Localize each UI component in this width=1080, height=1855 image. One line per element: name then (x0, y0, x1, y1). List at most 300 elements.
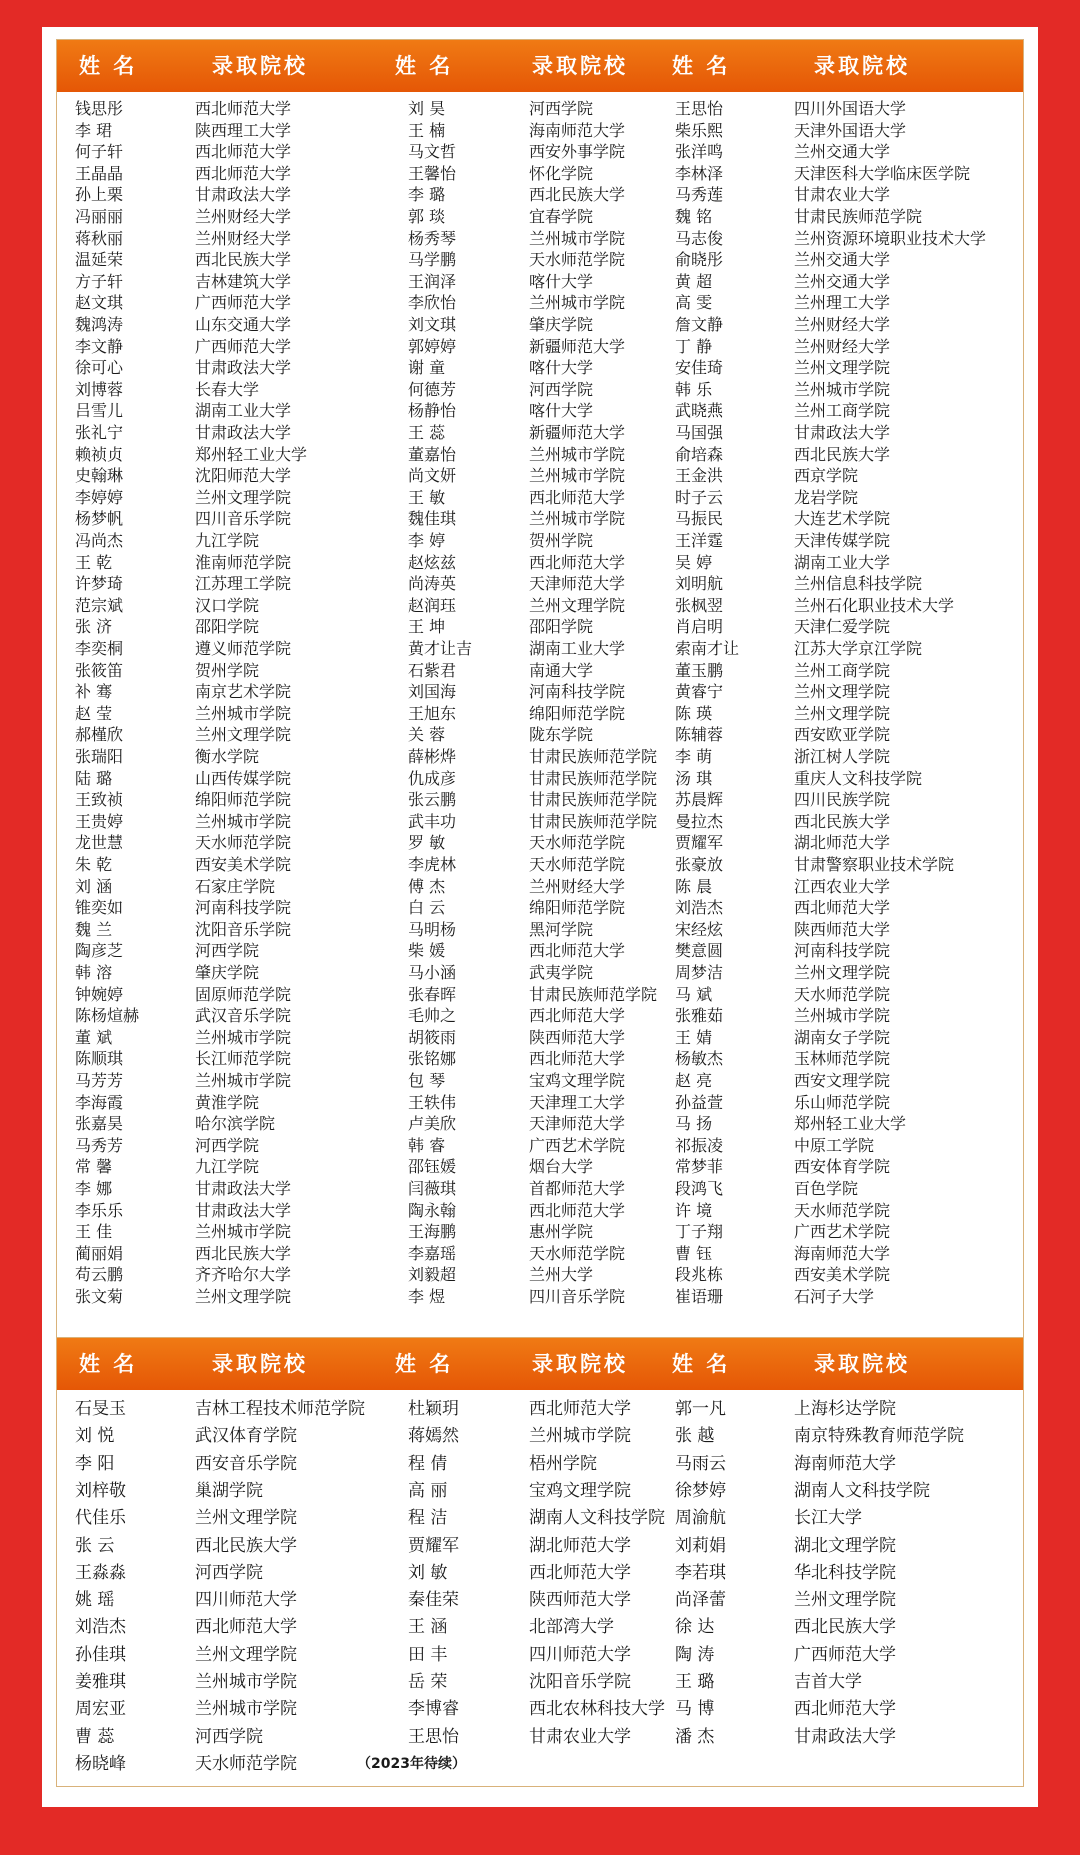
admitted-school: 甘肃政法大学 (195, 1179, 292, 1198)
student-name: 陈杨煊赫 (75, 1006, 140, 1026)
admitted-school: 西北民族大学 (794, 1617, 896, 1638)
admitted-school: 西北农林科技大学 (529, 1699, 665, 1720)
admitted-school: 吉林建筑大学 (195, 271, 292, 291)
student-name: 孙上栗 (75, 185, 124, 205)
admitted-school: 甘肃警察职业技术学院 (794, 855, 955, 874)
admitted-school: 河南科技学院 (529, 682, 626, 702)
column-header-school: 录取院校 (814, 1352, 910, 1376)
student-name: 赖祯贞 (75, 444, 124, 464)
admitted-school: 甘肃民族师范学院 (529, 790, 658, 810)
admitted-school: 西北师范大学 (794, 898, 891, 918)
admitted-school: 兰州财经大学 (195, 207, 292, 226)
admitted-school: 甘肃政法大学 (195, 423, 292, 442)
admitted-school: 玉林师范学院 (794, 1049, 891, 1069)
admitted-school: 兰州城市学院 (794, 1006, 891, 1026)
table-row (57, 962, 1023, 984)
admitted-school: 百色学院 (794, 1179, 859, 1198)
admitted-school: 龙岩学院 (794, 487, 859, 507)
student-name: 李 璐 (408, 185, 446, 205)
admitted-school: 陕西师范大学 (529, 1027, 626, 1047)
admitted-school: 哈尔滨学院 (195, 1114, 276, 1134)
table-row (57, 1642, 1023, 1669)
student-name: 董 斌 (75, 1027, 113, 1047)
student-name: 尚泽蕾 (675, 1590, 726, 1611)
admitted-school: 湖北师范大学 (794, 833, 891, 853)
student-name: 周渝航 (675, 1508, 726, 1529)
admitted-school: 西北民族大学 (195, 1243, 292, 1263)
admitted-school: 兰州信息科技学院 (794, 574, 923, 594)
student-name: 李奕桐 (75, 639, 124, 658)
admitted-school: 兰州财经大学 (529, 876, 626, 896)
student-name: 汤 琪 (675, 768, 713, 788)
student-name: 陈 晨 (675, 876, 713, 896)
student-name: 杨秀琴 (408, 228, 457, 248)
student-name: 王旭东 (408, 703, 457, 723)
student-name: 张雅茹 (675, 1006, 724, 1026)
student-name: 马秀莲 (675, 185, 724, 205)
student-name: 张云鹏 (408, 790, 457, 810)
student-name: 韩 睿 (408, 1135, 446, 1155)
student-name: 刘梓敬 (75, 1480, 126, 1501)
student-name: 杨晓峰 (75, 1753, 126, 1774)
student-name: 丁子翔 (675, 1222, 724, 1242)
column-header-name: 姓 名 (672, 1352, 731, 1376)
admitted-school: 西北民族大学 (195, 1535, 297, 1556)
student-name: 武晓燕 (675, 401, 724, 421)
table-row (57, 1286, 1023, 1308)
table-row (57, 1200, 1023, 1222)
admitted-school: 浙江树人学院 (794, 747, 891, 766)
student-name: 赵文琪 (75, 293, 124, 313)
admitted-school: 兰州文理学院 (195, 487, 292, 507)
student-name: 曼拉杰 (675, 811, 724, 831)
column-header-name: 姓 名 (395, 54, 454, 78)
admitted-school: 兰州文理学院 (794, 682, 891, 702)
student-name: 秦佳荣 (408, 1590, 459, 1611)
table-row (57, 1027, 1023, 1049)
student-name: 马芳芳 (75, 1071, 124, 1090)
admitted-school: 邵阳学院 (529, 617, 594, 637)
admitted-school: 兰州工商学院 (794, 401, 891, 421)
admitted-school: 武夷学院 (529, 963, 594, 982)
table-row (57, 811, 1023, 833)
admitted-school: 甘肃政法大学 (794, 423, 891, 442)
column-header-school: 录取院校 (212, 1352, 308, 1376)
admitted-school: 湖南人文科技学院 (529, 1508, 665, 1529)
student-name: 李虎林 (408, 855, 457, 874)
admitted-school: 华北科技学院 (794, 1562, 896, 1583)
admitted-school: 西北师范大学 (529, 1049, 626, 1069)
admitted-school: 兰州财经大学 (195, 228, 292, 248)
student-name: 柴乐熙 (675, 120, 724, 140)
table-row (57, 1614, 1023, 1641)
student-name: 张洋鸣 (675, 142, 724, 162)
admitted-school: 天水师范学院 (529, 855, 626, 874)
student-name: 黄 超 (675, 271, 713, 291)
student-name: 仇成彦 (408, 768, 457, 788)
admitted-school: 天水师范学院 (529, 1243, 626, 1263)
admitted-school: 甘肃民族师范学院 (529, 811, 658, 831)
student-name: 马文哲 (408, 142, 457, 162)
admitted-school: 湖北师范大学 (529, 1535, 631, 1556)
student-name: 陶 涛 (675, 1644, 715, 1665)
student-name: 马志俊 (675, 228, 724, 248)
student-name: 王贵婷 (75, 811, 124, 831)
student-name: 王致祯 (75, 790, 124, 810)
table-row (57, 573, 1023, 595)
student-name: 马国强 (675, 423, 724, 442)
table-row (57, 314, 1023, 336)
admitted-school: 石家庄学院 (195, 876, 276, 896)
admitted-school: 宜春学院 (529, 207, 594, 226)
student-name: 王金洪 (675, 466, 724, 486)
table-row (57, 1113, 1023, 1135)
admitted-school: 喀什大学 (529, 401, 594, 421)
student-name: 徐 达 (675, 1617, 715, 1638)
admitted-school: 兰州城市学院 (529, 1426, 631, 1447)
admitted-school: 天津外国语大学 (794, 120, 907, 140)
student-name: 张枫翌 (675, 595, 724, 615)
student-name: 常梦菲 (675, 1157, 724, 1177)
admitted-school: 西安美术学院 (195, 855, 292, 874)
student-name: 张 济 (75, 617, 113, 637)
table-row (57, 120, 1023, 142)
admitted-school: 吉林工程技术师范学院 (195, 1399, 365, 1419)
admitted-school: 山西传媒学院 (195, 768, 292, 788)
table-row (57, 444, 1023, 466)
admitted-school: 天水师范学院 (794, 1200, 891, 1220)
admitted-school: 南通大学 (529, 660, 594, 680)
admitted-school: 兰州城市学院 (195, 811, 292, 831)
student-name: 王淼淼 (75, 1562, 126, 1583)
student-name: 许梦琦 (75, 574, 124, 594)
student-name: 陆 璐 (75, 768, 113, 788)
admitted-school: 江苏理工学院 (195, 574, 292, 594)
student-name: 王馨怡 (408, 163, 457, 183)
table-row (57, 1092, 1023, 1114)
student-name: 魏 铭 (675, 207, 713, 226)
student-name: 张 云 (75, 1535, 115, 1556)
admitted-school: 喀什大学 (529, 271, 594, 291)
student-name: 马振民 (675, 509, 724, 529)
admitted-school: 兰州石化职业技术大学 (794, 595, 955, 615)
student-name: 王思怡 (675, 99, 724, 118)
admitted-school: 西安文理学院 (794, 1071, 891, 1090)
student-name: 孙益萱 (675, 1092, 724, 1112)
student-name: 刘 涵 (75, 876, 113, 896)
continued-note: （2023年待续） (357, 1755, 466, 1772)
student-name: 钱思彤 (75, 99, 124, 118)
admission-table-main (56, 39, 1024, 1339)
admitted-school: 长江大学 (794, 1508, 862, 1529)
table-row (57, 141, 1023, 163)
table-row (57, 206, 1023, 228)
admitted-school: 山东交通大学 (195, 315, 292, 334)
admitted-school: 绵阳师范学院 (195, 790, 292, 810)
student-name: 祁振凌 (675, 1135, 724, 1155)
student-name: 何德芳 (408, 379, 457, 399)
admitted-school: 甘肃农业大学 (794, 185, 891, 205)
student-name: 杨梦帆 (75, 509, 124, 529)
student-name: 许 境 (675, 1200, 713, 1220)
admitted-school: 重庆人文科技学院 (794, 768, 923, 788)
admitted-school: 九江学院 (195, 531, 260, 550)
student-name: 李婷婷 (75, 487, 124, 507)
student-name: 刘毅超 (408, 1265, 457, 1285)
admitted-school: 兰州文理学院 (195, 1508, 297, 1529)
student-name: 张嘉昊 (75, 1114, 124, 1134)
student-name: 刘 悦 (75, 1426, 115, 1447)
admitted-school: 甘肃民族师范学院 (794, 207, 923, 226)
student-name: 黄才让吉 (408, 639, 473, 658)
student-name: 韩 溶 (75, 963, 113, 982)
admitted-school: 巢湖学院 (195, 1480, 263, 1501)
student-name: 赵 莹 (75, 703, 113, 723)
table-row (57, 184, 1023, 206)
student-name: 俞晓彤 (675, 250, 724, 270)
table-row (57, 422, 1023, 444)
admitted-school: 黄淮学院 (195, 1092, 260, 1112)
student-name: 苟云鹏 (75, 1265, 124, 1285)
student-name: 柴 媛 (408, 941, 446, 961)
admitted-school: 新疆师范大学 (529, 336, 626, 356)
admitted-school: 西京学院 (794, 466, 859, 486)
student-name: 郝槿欣 (75, 725, 124, 745)
admitted-school: 甘肃政法大学 (195, 1200, 292, 1220)
student-name: 邵钰媛 (408, 1157, 457, 1177)
admitted-school: 西北师范大学 (529, 552, 626, 572)
student-name: 方子轩 (75, 271, 124, 291)
table-row (57, 1178, 1023, 1200)
student-name: 王 乾 (75, 552, 113, 572)
student-name: 杜颖玥 (408, 1399, 459, 1419)
admitted-school: 兰州城市学院 (529, 444, 626, 464)
student-name: 蔺丽娟 (75, 1243, 124, 1263)
admitted-school: 四川外国语大学 (794, 99, 907, 118)
student-name: 冯尚杰 (75, 531, 124, 550)
admitted-school: 西安体育学院 (794, 1157, 891, 1177)
student-name: 张文菊 (75, 1287, 124, 1306)
admitted-school: 兰州资源环境职业技术大学 (794, 228, 987, 248)
admitted-school: 兰州城市学院 (529, 509, 626, 529)
admitted-school: 湖南女子学院 (794, 1027, 891, 1047)
student-name: 李 珺 (75, 120, 113, 140)
admitted-school: 喀什大学 (529, 358, 594, 378)
student-name: 李欣怡 (408, 293, 457, 313)
table-row (57, 1243, 1023, 1265)
table-row (57, 1221, 1023, 1243)
table-row (57, 487, 1023, 509)
admitted-school: 西安外事学院 (529, 142, 626, 162)
student-name: 李海霞 (75, 1092, 124, 1112)
admitted-school: 黑河学院 (529, 919, 594, 939)
admitted-school: 兰州城市学院 (195, 1027, 292, 1047)
student-name: 李嘉瑶 (408, 1243, 457, 1263)
admitted-school: 四川音乐学院 (195, 509, 292, 529)
admitted-school: 西安美术学院 (794, 1265, 891, 1285)
admitted-school: 吉首大学 (794, 1672, 862, 1692)
admitted-school: 兰州城市学院 (529, 466, 626, 486)
student-name: 傅 杰 (408, 876, 446, 896)
student-name: 刘浩杰 (675, 898, 724, 918)
student-name: 张瑞阳 (75, 747, 124, 766)
student-name: 刘莉娟 (675, 1535, 726, 1556)
admission-table-supplement (56, 1337, 1024, 1787)
admitted-school: 河西学院 (195, 941, 260, 961)
student-name: 马秀芳 (75, 1135, 124, 1155)
student-name: 段兆栋 (675, 1265, 724, 1285)
student-name: 刘浩杰 (75, 1617, 126, 1638)
student-name: 丁 静 (675, 336, 713, 356)
admitted-school: 海南师范大学 (529, 120, 626, 140)
admitted-school: 石河子大学 (794, 1287, 875, 1306)
table-row (57, 595, 1023, 617)
admitted-school: 兰州工商学院 (794, 660, 891, 680)
student-name: 姜雅琪 (75, 1672, 126, 1692)
admitted-school: 贺州学院 (195, 660, 260, 680)
student-name: 安佳琦 (675, 358, 724, 378)
student-name: 胡筱雨 (408, 1027, 457, 1047)
student-name: 肖启明 (675, 617, 724, 637)
student-name: 郭 琰 (408, 207, 446, 226)
student-name: 王轶伟 (408, 1092, 457, 1112)
student-name: 姚 瑶 (75, 1590, 115, 1611)
student-name: 陶永翰 (408, 1200, 457, 1220)
student-name: 黄睿宁 (675, 682, 724, 702)
column-header-name: 姓 名 (672, 54, 731, 78)
admitted-school: 海南师范大学 (794, 1243, 891, 1263)
admitted-school: 兰州文理学院 (794, 703, 891, 723)
admitted-school: 武汉体育学院 (195, 1426, 297, 1447)
student-name: 周宏亚 (75, 1699, 126, 1720)
admitted-school: 四川师范大学 (195, 1590, 297, 1611)
admitted-school: 甘肃政法大学 (195, 185, 292, 205)
admitted-school: 沈阳师范大学 (195, 466, 292, 486)
student-name: 李乐乐 (75, 1200, 124, 1220)
student-name: 田 丰 (408, 1644, 448, 1665)
table-row (57, 465, 1023, 487)
admitted-school: 西北师范大学 (195, 99, 292, 118)
student-name: 李 煜 (408, 1287, 446, 1306)
admitted-school: 西北师范大学 (529, 1006, 626, 1026)
student-name: 闫薇琪 (408, 1179, 457, 1198)
student-name: 魏鸿涛 (75, 315, 124, 334)
admitted-school: 兰州城市学院 (529, 293, 626, 313)
admitted-school: 西北师范大学 (195, 1617, 297, 1638)
student-name: 王洋霆 (675, 531, 724, 550)
student-name: 陶彦芝 (75, 941, 124, 961)
table-row (57, 1135, 1023, 1157)
student-name: 白 云 (408, 898, 446, 918)
table-row (57, 98, 1023, 120)
student-name: 董嘉怡 (408, 444, 457, 464)
admitted-school: 广西师范大学 (794, 1644, 896, 1665)
admitted-school: 兰州城市学院 (195, 1071, 292, 1090)
table-row (57, 832, 1023, 854)
student-name: 詹文静 (675, 315, 724, 334)
student-name: 程 倩 (408, 1453, 448, 1474)
student-name: 罗 敏 (408, 833, 446, 853)
student-name: 李 婷 (408, 531, 446, 550)
student-name: 李林泽 (675, 163, 724, 183)
admitted-school: 兰州文理学院 (529, 595, 626, 615)
student-name: 何子轩 (75, 142, 124, 162)
admitted-school: 肇庆学院 (529, 315, 594, 334)
admitted-school: 江苏大学京江学院 (794, 639, 923, 658)
admitted-school: 兰州理工大学 (794, 293, 891, 313)
student-name: 王 婧 (675, 1027, 713, 1047)
admitted-school: 兰州城市学院 (794, 379, 891, 399)
student-name: 史翰琳 (75, 466, 124, 486)
admitted-school: 广西师范大学 (195, 293, 292, 313)
admitted-school: 天水师范学院 (794, 984, 891, 1004)
admitted-school: 烟台大学 (529, 1157, 594, 1177)
admitted-school: 甘肃民族师范学院 (529, 984, 658, 1004)
student-name: 徐梦婷 (675, 1480, 726, 1501)
student-name: 张 越 (675, 1426, 715, 1447)
student-name: 常 馨 (75, 1157, 113, 1177)
student-name: 尚涛英 (408, 574, 457, 594)
student-name: 贾耀军 (675, 833, 724, 853)
admitted-school: 天津仁爱学院 (794, 617, 891, 637)
student-name: 俞培森 (675, 444, 724, 464)
student-name: 程 洁 (408, 1508, 448, 1529)
student-name: 王 蕊 (408, 423, 446, 442)
student-name: 尚文妍 (408, 466, 457, 486)
table-header (57, 1338, 1023, 1390)
admitted-school: 河西学院 (195, 1135, 260, 1155)
admitted-school: 中原工学院 (794, 1135, 875, 1155)
student-name: 温延荣 (75, 250, 124, 270)
student-name: 曹 蕊 (75, 1726, 115, 1747)
admitted-school: 宝鸡文理学院 (529, 1480, 631, 1501)
student-name: 张礼宁 (75, 423, 124, 442)
student-name: 石旻玉 (75, 1399, 126, 1419)
student-name: 魏 兰 (75, 919, 113, 939)
table-row (57, 1396, 1023, 1423)
admitted-school: 河南科技学院 (794, 941, 891, 961)
admitted-school: 天水师范学院 (195, 1753, 297, 1774)
table-row (57, 768, 1023, 790)
student-name: 曹 钰 (675, 1243, 713, 1263)
table-row (57, 638, 1023, 660)
student-name: 张铭娜 (408, 1049, 457, 1069)
admitted-school: 武汉音乐学院 (195, 1006, 292, 1026)
admitted-school: 兰州文理学院 (195, 1287, 292, 1306)
student-name: 锥奕如 (75, 898, 124, 918)
student-name: 钟婉婷 (75, 984, 124, 1004)
admitted-school: 宝鸡文理学院 (529, 1071, 626, 1090)
admitted-school: 沈阳音乐学院 (529, 1672, 631, 1692)
admitted-school: 天津医科大学临床医学院 (794, 163, 971, 183)
student-name: 孙佳琪 (75, 1644, 126, 1665)
admitted-school: 兰州文理学院 (195, 1644, 297, 1665)
student-name: 杨敏杰 (675, 1049, 724, 1069)
table-row (57, 919, 1023, 941)
student-name: 武丰功 (408, 811, 457, 831)
admitted-school: 新疆师范大学 (529, 423, 626, 442)
table-row (57, 876, 1023, 898)
student-name: 崔语珊 (675, 1287, 724, 1306)
admitted-school: 西安欧亚学院 (794, 725, 891, 745)
student-name: 潘 杰 (675, 1726, 715, 1747)
student-name: 董玉鹏 (675, 660, 724, 680)
admitted-school: 兰州城市学院 (195, 1699, 297, 1720)
table-row (57, 1070, 1023, 1092)
student-name: 刘文琪 (408, 315, 457, 334)
student-name: 贾耀军 (408, 1535, 459, 1556)
admitted-school: 乐山师范学院 (794, 1092, 891, 1112)
